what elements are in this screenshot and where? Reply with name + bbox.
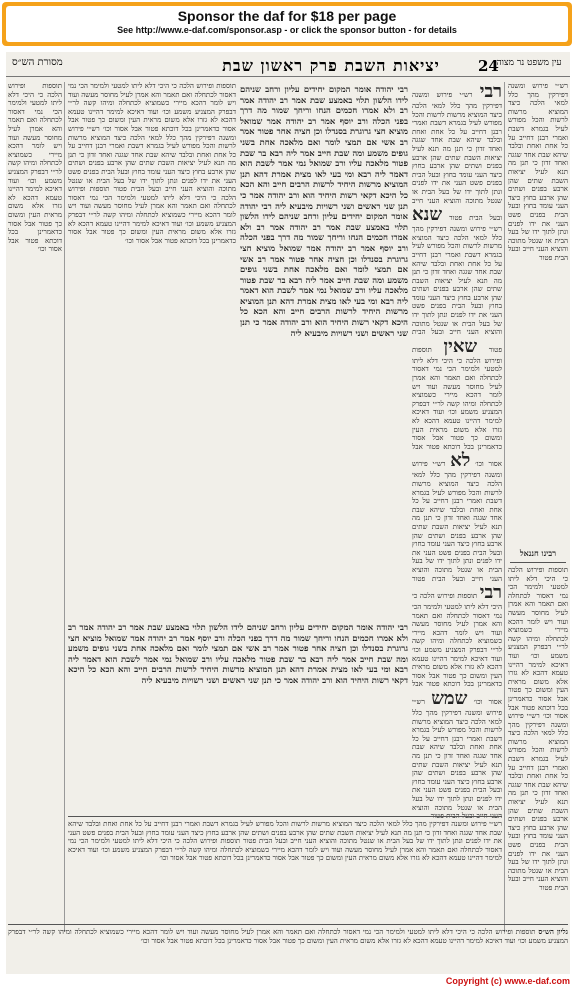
dibur-hamatchil: לא: [450, 450, 471, 472]
rashi-text: רש״י פירוש ומשנה דפירקין מהך כלל למאי הלכה כיצד המוציא מרשות לרשות והכל מפורש לעיל בגמרא דשבת ואמרי רבנן דחייב על כל אחת ואחת ובלבד שיהא שבת אחד שגגה ואחד זדון כי תנן מה תנא לעיל יציאות השבת שתים שהן ארבע בפנים ושתים שהן ארבע בחוץ כיצד העני עומד בחוץ ובעל הבית בפנים פשט העני את ידו לפנים ונתן לתוך ידו של בעל הבית או שנטל מתוכה והוציא העני חייב ובעל הבית פטור: [412, 91, 502, 223]
gemara-lower-text: רבי יהודה אומר המקום יחידים עליון ורחב שניהם לידו הלשון תלוי באמצע שבת אמר רב יהודה אמר רב ולא אמרו חכמים הנחו וריחך שמור מה דרך בפני הכלה ורב יוסף אמר רב יהודה אמר שמואל מוציא חצי גרוגרת בסנדלו וכן חציה אחר פטור אמר רב אשי אם תמצי לומר ואם מלאכה אחת בשני גופים משמע ומה שבת חייב אמר ליה רבא בר שבת פטור מלאכה עליו ורב שמואל נמי אמר לשבת הוא דאמר ליה רבא ומי בעי לאו מצית אמרת דהא תנן המוציא מרשות היחיד לרשות הרבים חייב והא הכא כל היכא דקאי רשות היחיד הוא ורב יהודה אמר כי תנן שני ראשים ושני רשויות מיבעיא ליה: [68, 622, 408, 685]
footer-divider: [8, 924, 568, 925]
rashi-text-continued: רש״י פירוש ומשנה דפירקין מהך כלל למאי הלכה כיצד המוציא מרשות לרשות והכל מפורש לעיל בגמרא דשבת ואמרי רבנן דחייב על כל אחת ואחת ובלבד שיהא שבת אחד שגגה ואחד זדון כי תנן מה תנא לעיל יציאות השבת שתים שהן ארבע בפנים ושתים שהן ארבע בחוץ כיצד העני עומד בחוץ ובעל הבית בפנים פשט העני את ידו לפנים ונתן לתוך ידו של בעל הבית או שנטל מתוכה והוציא העני חייב ובעל הבית פטור: [412, 460, 502, 583]
footer-notes: [8, 928, 568, 968]
gemara-text: רבי יהודה אומר המקום יחידים עליון ורחב שניהם לידו הלשון תלוי באמצע שבת אמר רב יהודה אמר רב ולא אמרו חכמים הנחו וריחך שמור מה דרך בפני הכלה ורב יוסף אמר רב יהודה אמר שמואל מוציא חצי גרוגרת בסנדלו וכן חציה אחר פטור אמר רב אשי אם תמצי לומר ואם מלאכה אחת בשני גופים משמע ומה שבת חייב אמר ליה רבא בר שבת פטור מלאכה עליו ורב שמואל נמי אמר לשבת הוא דאמר ליה רבא ומי בעי לאו מצית אמרת דהא תנן המוציא מרשות היחיד לרשות הרבים חייב והא הכא כל היכא דקאי רשות היחיד הוא ורב יהודה אמר כי תנן שני ראשים ושני רשויות מיבעיא ליה: [240, 84, 408, 211]
lower-commentary: [68, 820, 502, 920]
section-divider: [510, 562, 566, 563]
rashi-text-continued: רש״י פירוש ומשנה דפירקין מהך כלל למאי הלכה כיצד המוציא מרשות לרשות והכל מפורש לעיל בגמרא דשבת ואמרי רבנן דחייב על כל אחת ואחת ובלבד שיהא שבת אחד שגגה ואחד זדון כי תנן מה תנא לעיל יציאות השבת שתים שהן ארבע בפנים ושתים שהן ארבע בחוץ כיצד העני עומד בחוץ ובעל הבית בפנים פשט העני את ידו לפנים ונתן לתוך ידו של בעל הבית או שנטל מתוכה והוציא העני חייב ובעל הבית פטור: [412, 225, 502, 354]
header-left-label: מסורת הש״ס: [12, 57, 63, 68]
dibur-hamatchil: שמש: [431, 688, 468, 710]
rashi-text-continued: תוספות ופירוש הלכה כי היכי דלא ליתו למטעי ולמימר הכי נמי דאסור לכתחלה ואם תאמר והא אמרן לעיל מחוסר מעשה ועוד ויש לומר דהכא מיירי כשמוציא לכתחלה ומיהו קשה לר״י דבפרק המצניע משמע וכו׳ ועוד דאיכא למימר דהיינו טעמא דהכא לא גזרו אלא משום מראית העין ומשום כך פטור אבל אסור כדאמרינן בכל דוכתא פטור אבל אסור וכו׳: [412, 345, 502, 469]
page-number: 24: [478, 57, 499, 75]
ein-mishpat-column: [508, 82, 568, 542]
rashi-text-continued: רש״י פירוש ומשנה דפירקין מהך כלל למאי הלכה כיצד המוציא מרשות לרשות והכל מפורש לעיל בגמרא דשבת ואמרי רבנן דחייב על כל אחת ואחת ובלבד שיהא שבת אחד שגגה ואחד זדון כי תנן מה תנא לעיל יציאות השבת שתים שהן ארבע בפנים ושתים שהן ארבע בחוץ כיצד העני עומד בחוץ ובעל הבית בפנים פשט העני את ידו לפנים ונתן לתוך ידו של בעל הבית או שנטל מתוכה והוציא העני חייב ובעל הבית פטור: [412, 698, 502, 821]
tosafot-text-continued: רש״י פירוש ומשנה דפירקין מהך כלל למאי הלכה כיצד המוציא מרשות לרשות והכל מפורש לעיל בגמרא דשבת ואמרי רבנן דחייב על כל אחת ואחת ובלבד שיהא שבת אחד שגגה ואחד זדון כי תנן מה תנא לעיל יציאות השבת שתים שהן ארבע בפנים ושתים שהן ארבע בחוץ כיצד העני עומד בחוץ ובעל הבית בפנים פשט העני את ידו לפנים ונתן לתוך ידו של בעל הבית או שנטל מתוכה והוציא העני חייב ובעל הבית פטור: [68, 124, 236, 194]
rabbeinu-chananel-column: [508, 566, 568, 926]
talmud-page: [6, 52, 570, 974]
margin-left-text: תוספות ופירוש הלכה כי היכי דלא ליתו למטעי ולמימר הכי נמי דאסור לכתחלה ואם תאמר והא אמרן לעיל מחוסר מעשה ועוד ויש לומר דהכא מיירי כשמוציא לכתחלה ומיהו קשה לר״י דבפרק המצניע משמע וכו׳ ועוד דאיכא למימר דהיינו טעמא דהכא לא גזרו אלא משום מראית העין ומשום כך פטור אבל אסור כדאמרינן בכל דוכתא פטור אבל אסור וכו׳: [8, 82, 62, 254]
rabbeinu-chananel-text-continued: רש״י פירוש ומשנה דפירקין מהך כלל למאי הלכה כיצד המוציא מרשות לרשות והכל מפורש לעיל בגמרא דשבת ואמרי רבנן דחייב על כל אחת ואחת ובלבד שיהא שבת אחד שגגה ואחד זדון כי תנן מה תנא לעיל יציאות השבת שתים שהן ארבע בפנים ושתים שהן ארבע בחוץ כיצד העני עומד בחוץ ובעל הבית בפנים פשט העני את ידו לפנים ונתן לתוך ידו של בעל הבית או שנטל מתוכה והוציא העני חייב ובעל הבית פטור: [508, 712, 568, 892]
margin-left-column: [8, 82, 62, 922]
rashi-text-continued: תוספות ופירוש הלכה כי היכי דלא ליתו למטעי ולמימר הכי נמי דאסור לכתחלה ואם תאמר והא אמרן לעיל מחוסר מעשה ועוד ויש לומר דהכא מיירי כשמוציא לכתחלה ומיהו קשה לר״י דבפרק המצניע משמע וכו׳ ועוד דאיכא למימר דהיינו טעמא דהכא לא גזרו אלא משום מראית העין ומשום כך פטור אבל אסור כדאמרינן בכל דוכתא פטור אבל אסור וכו׳: [412, 592, 502, 707]
lower-commentary-text-continued: תוספות ופירוש הלכה כי היכי דלא ליתו למטעי ולמימר הכי נמי דאסור לכתחלה ואם תאמר והא אמרן לעיל מחוסר מעשה ועוד ויש לומר דהכא מיירי כשמוציא לכתחלה ומיהו קשה לר״י דבפרק המצניע משמע וכו׳ ועוד דאיכא למימר דהיינו טעמא דהכא לא גזרו אלא משום מראית העין ומשום כך פטור אבל אסור כדאמרינן בכל דוכתא פטור אבל אסור וכו׳: [68, 837, 502, 863]
lower-commentary-text: רש״י פירוש ומשנה דפירקין מהך כלל למאי הלכה כיצד המוציא מרשות לרשות והכל מפורש לעיל בגמרא דשבת ואמרי רבנן דחייב על כל אחת ואחת ובלבד שיהא שבת אחד שגגה ואחד זדון כי תנן מה תנא לעיל יציאות השבת שתים שהן ארבע בפנים ושתים שהן ארבע בחוץ כיצד העני עומד בחוץ ובעל הבית בפנים פשט העני את ידו לפנים ונתן לתוך ידו של בעל הבית או שנטל מתוכה והוציא העני חייב ובעל הבית פטור: [68, 820, 502, 846]
tosafot-column: [68, 82, 236, 642]
sponsor-banner[interactable]: [2, 2, 572, 46]
page-title: יציאות השבת פרק ראשון שבת: [222, 56, 440, 75]
copyright-link[interactable]: Copyright (c) www.e-daf.com: [445, 976, 570, 986]
gemara-lower-block: [68, 622, 408, 812]
header-right-label: עין משפט נר מצוה: [496, 58, 562, 68]
ein-mishpat-text: רש״י פירוש ומשנה דפירקין מהך כלל למאי הלכה כיצד המוציא מרשות לרשות והכל מפורש לעיל בגמרא דשבת ואמרי רבנן דחייב על כל אחת ואחת ובלבד שיהא שבת אחד שגגה ואחד זדון כי תנן מה תנא לעיל יציאות השבת שתים שהן ארבע בפנים ושתים שהן ארבע בחוץ כיצד העני עומד בחוץ ובעל הבית בפנים פשט העני את ידו לפנים ונתן לתוך ידו של בעל הבית או שנטל מתוכה והוציא העני חייב ובעל הבית פטור: [508, 82, 568, 262]
rashi-column: [412, 82, 502, 902]
opening-word: רבי: [479, 82, 502, 102]
sponsor-title[interactable]: Sponsor the daf for $18 per page: [177, 8, 397, 24]
gemara-text-continued: רבי יהודה אומר המקום יחידים עליון ורחב שניהם לידו הלשון תלוי באמצע שבת אמר רב יהודה אמר רב ולא אמרו חכמים הנחו וריחך שמור מה דרך בפני הכלה ורב יוסף אמר רב יהודה אמר שמואל מוציא חצי גרוגרת בסנדלו וכן חציה אחר פטור אמר רב אשי אם תמצי לומר ואם מלאכה אחת בשני גופים משמע ומה שבת חייב אמר ליה רבא בר שבת פטור מלאכה עליו ורב שמואל נמי אמר לשבת הוא דאמר ליה רבא ומי בעי לאו מצית אמרת דהא תנן המוציא מרשות היחיד לרשות הרבים חייב והא הכא כל היכא דקאי רשות היחיד הוא ורב יהודה אמר כי תנן שני ראשים ושני רשויות מיבעיא ליה: [240, 200, 408, 338]
sponsor-banner-inner[interactable]: [6, 6, 568, 42]
dibur-hamatchil: שאין: [443, 335, 478, 357]
rabbeinu-chananel-text: תוספות ופירוש הלכה כי היכי דלא ליתו למטעי ולמימר הכי נמי דאסור לכתחלה ואם תאמר והא אמרן לעיל מחוסר מעשה ועוד ויש לומר דהכא מיירי כשמוציא לכתחלה ומיהו קשה לר״י דבפרק המצניע משמע וכו׳ ועוד דאיכא למימר דהיינו טעמא דהכא לא גזרו אלא משום מראית העין ומשום כך פטור אבל אסור כדאמרינן בכל דוכתא פטור אבל אסור וכו׳: [508, 566, 568, 721]
column-divider: [64, 82, 65, 932]
tosafot-text: תוספות ופירוש הלכה כי היכי דלא ליתו למטעי ולמימר הכי נמי דאסור לכתחלה ואם תאמר והא אמרן לעיל מחוסר מעשה ועוד ויש לומר דהכא מיירי כשמוציא לכתחלה ומיהו קשה לר״י דבפרק המצניע משמע וכו׳ ועוד דאיכא למימר דהיינו טעמא דהכא לא גזרו אלא משום מראית העין ומשום כך פטור אבל אסור כדאמרינן בכל דוכתא פטור אבל אסור וכו׳: [68, 82, 236, 133]
dibur-hamatchil: שנא: [412, 204, 443, 226]
gemara-column: [240, 84, 408, 614]
footer-notes-text: תוספות ופירוש הלכה כי היכי דלא ליתו למטעי ולמימר הכי נמי דאסור לכתחלה ואם תאמר והא אמרן לעיל מחוסר מעשה ועוד ויש לומר דהכא מיירי כשמוציא לכתחלה ומיהו קשה לר״י דבפרק המצניע משמע וכו׳ ועוד דאיכא למימר דהיינו טעמא דהכא לא גזרו אלא משום מראית העין ומשום כך פטור אבל אסור כדאמרינן בכל דוכתא פטור אבל אסור וכו׳: [8, 928, 568, 945]
gilyon-hashas-label: גליון הש״ס: [538, 928, 568, 936]
rabbeinu-chananel-label: רבינו חננאל: [519, 548, 557, 558]
page-header: [6, 56, 570, 77]
dibur-hamatchil: רבי: [479, 582, 502, 604]
tosafot-text-continued: תוספות ופירוש הלכה כי היכי דלא ליתו למטעי ולמימר הכי נמי דאסור לכתחלה ואם תאמר והא אמרן לעיל מחוסר מעשה ועוד ויש לומר דהכא מיירי כשמוציא לכתחלה ומיהו קשה לר״י דבפרק המצניע משמע וכו׳ ועוד דאיכא למימר דהיינו טעמא דהכא לא גזרו אלא משום מראית העין ומשום כך פטור אבל אסור כדאמרינן בכל דוכתא פטור אבל אסור וכו׳: [68, 185, 236, 245]
column-divider: [504, 82, 505, 932]
sponsor-subtitle[interactable]: See http://www.e-daf.com/sponsor.asp - or click the sponsor button - for details: [117, 25, 457, 35]
section-divider: [68, 816, 502, 817]
